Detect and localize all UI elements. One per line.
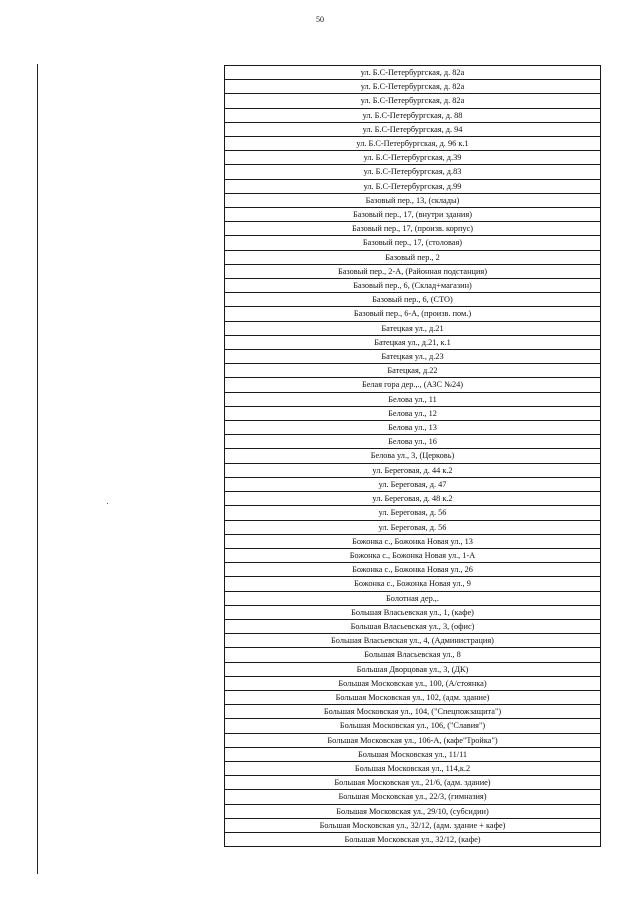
table-row [225,250,601,264]
address-cell: Белая гора дер.,., (АЗС №24) [225,378,601,392]
address-cell: Большая Московская ул., 29/10, (субсидии) [225,804,601,818]
table-row [225,279,601,293]
address-cell: Белова ул., 11 [225,392,601,406]
table-row [225,236,601,250]
address-cell: Батецкая, д.22 [225,364,601,378]
table-row [225,122,601,136]
address-cell: ул. Б.С-Петербургская, д. 82а [225,66,601,80]
address-cell: Большая Московская ул., 104, ("Спецпожзащита") [225,705,601,719]
table-row [225,747,601,761]
address-cell: Батецкая ул., д.23 [225,350,601,364]
table-row [225,492,601,506]
address-cell: Болотная дер.,. [225,591,601,605]
address-cell: Божонка с., Божонка Новая ул., 26 [225,563,601,577]
address-cell: ул. Б.С-Петербургская, д. 82а [225,80,601,94]
address-cell: Большая Московская ул., 11/11 [225,747,601,761]
address-cell: Базовый пер., 2 [225,250,601,264]
table-row [225,179,601,193]
address-cell: Большая Московская ул., 106, ("Славия") [225,719,601,733]
table-row [225,477,601,491]
margin-speck [107,503,108,504]
address-cell: ул. Б.С-Петербургская, д.83 [225,165,601,179]
table-row [225,705,601,719]
table-row [225,591,601,605]
address-cell: Базовый пер., 6-А, (произв. пом.) [225,307,601,321]
address-cell: Большая Московская ул., 106-А, (кафе"Тройка") [225,733,601,747]
address-cell: Белова ул., 3, (Церковь) [225,449,601,463]
address-cell: Большая Власьевская ул., 1, (кафе) [225,605,601,619]
address-cell: ул. Б.С-Петербургская, д. 96 к.1 [225,137,601,151]
address-cell: ул. Б.С-Петербургская, д. 88 [225,108,601,122]
table-row [225,66,601,80]
table-row [225,435,601,449]
table-row [225,662,601,676]
table-row [225,406,601,420]
table-row [225,264,601,278]
table-row [225,563,601,577]
table-row [225,804,601,818]
address-table [224,65,601,847]
address-cell: Базовый пер., 6, (СТО) [225,293,601,307]
table-row [225,776,601,790]
table-row [225,449,601,463]
table-row [225,676,601,690]
address-cell: ул. Береговая, д. 44 к.2 [225,463,601,477]
address-cell: Божонка с., Божонка Новая ул., 9 [225,577,601,591]
table-row [225,193,601,207]
address-cell: Большая Московская ул., 22/3, (гимназия) [225,790,601,804]
table-row [225,364,601,378]
table-row [225,761,601,775]
table-row [225,790,601,804]
address-cell: Большая Московская ул., 100, (А/стоянка) [225,676,601,690]
table-row [225,577,601,591]
table-row [225,690,601,704]
address-cell: Батецкая ул., д.21, к.1 [225,335,601,349]
address-cell: Большая Дворцовая ул., 3, (ДК) [225,662,601,676]
address-cell: ул. Береговая, д. 47 [225,477,601,491]
table-row [225,733,601,747]
address-cell: Большая Московская ул., 32/12, (кафе) [225,832,601,846]
table-row [225,392,601,406]
address-cell: ул. Б.С-Петербургская, д. 94 [225,122,601,136]
address-cell: Базовый пер., 17, (произв. корпус) [225,222,601,236]
page-number: 50 [316,15,324,24]
table-row [225,151,601,165]
address-cell: Большая Московская ул., 102, (адм. здание) [225,690,601,704]
table-row [225,94,601,108]
address-cell: Большая Власьевская ул., 8 [225,648,601,662]
table-row [225,832,601,846]
address-cell: ул. Б.С-Петербургская, д. 82а [225,94,601,108]
address-cell: Большая Московская ул., 32/12, (адм. здание + кафе) [225,818,601,832]
table-row [225,208,601,222]
table-row [225,463,601,477]
table-row [225,80,601,94]
left-margin-rule [37,64,38,874]
table-row [225,520,601,534]
address-cell: Большая Московская ул., 21/6, (адм. здание) [225,776,601,790]
table-row [225,321,601,335]
address-cell: Белова ул., 12 [225,406,601,420]
table-row [225,818,601,832]
table-row [225,307,601,321]
address-cell: Базовый пер., 6, (Склад+магазин) [225,279,601,293]
address-cell: Божонка с., Божонка Новая ул., 13 [225,534,601,548]
table-row [225,605,601,619]
address-cell: Базовый пер., 2-А, (Районная подстанция) [225,264,601,278]
table-row [225,619,601,633]
table-row [225,634,601,648]
address-cell: Базовый пер., 17, (внутри здания) [225,208,601,222]
table-row [225,350,601,364]
address-cell: Батецкая ул., д.21 [225,321,601,335]
address-cell: Большая Власьевская ул., 3, (офис) [225,619,601,633]
table-row [225,719,601,733]
address-cell: ул. Береговая, д. 56 [225,506,601,520]
table-row [225,378,601,392]
table-row [225,534,601,548]
address-cell: Большая Московская ул., 114,к.2 [225,761,601,775]
table-row [225,506,601,520]
table-row [225,222,601,236]
table-row [225,293,601,307]
address-cell: ул. Береговая, д. 48 к.2 [225,492,601,506]
address-cell: ул. Б.С-Петербургская, д.99 [225,179,601,193]
table-row [225,648,601,662]
address-cell: Базовый пер., 17, (столовая) [225,236,601,250]
table-row [225,548,601,562]
table-row [225,165,601,179]
table-row [225,108,601,122]
address-cell: Белова ул., 16 [225,435,601,449]
table-row [225,421,601,435]
address-cell: Большая Власьевская ул., 4, (Администрация) [225,634,601,648]
address-cell: Белова ул., 13 [225,421,601,435]
table-row [225,335,601,349]
address-cell: ул. Б.С-Петербургская, д.39 [225,151,601,165]
address-cell: Базовый пер., 13, (склады) [225,193,601,207]
table-row [225,137,601,151]
address-cell: ул. Береговая, д. 56 [225,520,601,534]
address-cell: Божонка с., Божонка Новая ул., 1-А [225,548,601,562]
